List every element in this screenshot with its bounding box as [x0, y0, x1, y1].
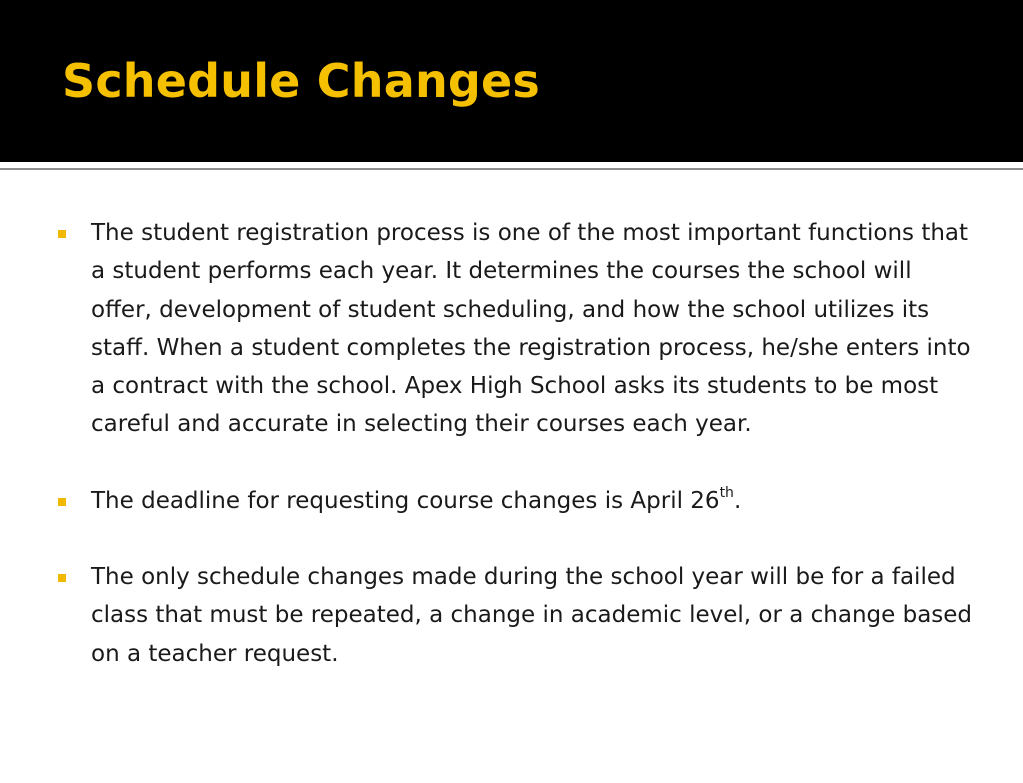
bullet-text	[91, 485, 742, 514]
title-bar	[0, 0, 1023, 162]
square-bullet-icon	[58, 230, 66, 238]
square-bullet-icon	[58, 498, 66, 506]
ordinal-superscript: th	[719, 485, 734, 502]
bullet-list	[58, 214, 978, 711]
slide-title: Schedule Changes	[62, 54, 541, 108]
bullet-text: The student registration process is one of the most important functions that a student performs each year. It determines the courses the school will offer, development of student scheduling, and how the school utilizes its staff. When a student completes the registration process, he/she enters into a contract with the school. Apex High School asks its students to be most careful and accurate in selecting their courses each year.	[91, 220, 971, 438]
title-divider	[0, 168, 1023, 170]
bullet-item	[58, 558, 978, 673]
bullet-text: The only schedule changes made during the school year will be for a failed class that must be repeated, a change in academic level, or a change based on a teacher request.	[91, 564, 973, 667]
bullet-text-main: The deadline for requesting course changes is April 26	[91, 487, 720, 514]
bullet-text-suffix: .	[733, 487, 742, 514]
bullet-item	[58, 214, 978, 444]
bullet-item	[58, 482, 978, 520]
square-bullet-icon	[58, 574, 66, 582]
